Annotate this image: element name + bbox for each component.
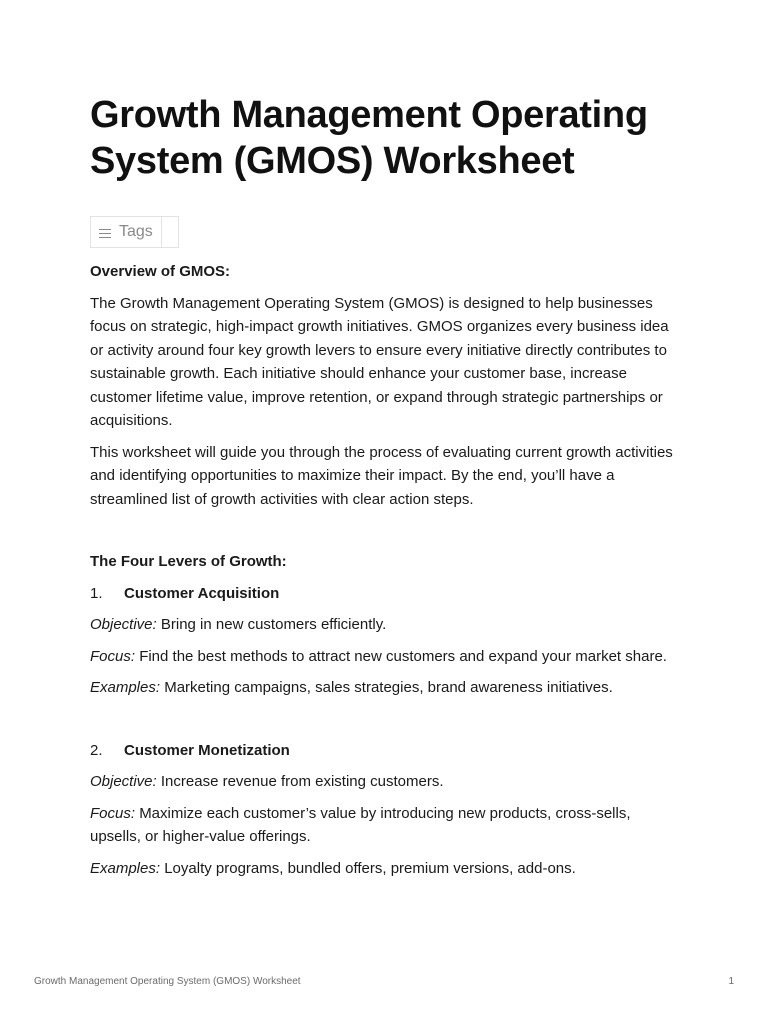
examples-label: Examples: xyxy=(90,679,161,696)
tags-property-row xyxy=(90,216,680,248)
footer-page-number: 1 xyxy=(728,976,734,987)
lever-name: Customer Acquisition xyxy=(124,584,280,602)
lever-1-objective xyxy=(90,613,680,637)
tags-label: Tags xyxy=(119,223,153,240)
focus-label: Focus: xyxy=(90,647,136,665)
lever-heading-2 xyxy=(90,739,680,763)
focus-text: Maximize each customer’s value by introducing new products, cross-sells, upsells, or higher-value offerings. xyxy=(90,804,631,845)
lever-2-examples xyxy=(90,857,680,881)
focus-text: Find the best methods to attract new customers and expand your market share. xyxy=(139,647,667,665)
levers-heading: The Four Levers of Growth: xyxy=(90,553,287,570)
document-page xyxy=(90,92,680,888)
overview-paragraph-1: The Growth Management Operating System (GMOS) is designed to help businesses focus on strategic, high-impact growth initiatives. GMOS organizes every business idea or activity around four key growth levers to ensure every initiative directly contributes to sustainable growth. Each initiative should enhance your customer base, increase customer lifetime value, improve retention, or expand through strategic partnerships or acquisitions. xyxy=(90,294,669,429)
lever-name: Customer Monetization xyxy=(124,741,290,759)
lever-number: 2. xyxy=(90,741,103,759)
page-title: Growth Management Operating System (GMOS) Worksheet xyxy=(90,94,648,182)
lever-2-objective xyxy=(90,770,680,794)
examples-text: Loyalty programs, bundled offers, premium versions, add-ons. xyxy=(164,859,576,877)
lever-1-examples xyxy=(90,676,680,700)
lever-2-focus xyxy=(90,802,680,849)
tags-value-cell[interactable] xyxy=(162,217,178,247)
examples-label: Examples: xyxy=(90,859,161,877)
overview-heading: Overview of GMOS: xyxy=(90,263,231,280)
objective-text: Bring in new customers efficiently. xyxy=(160,616,387,633)
focus-label: Focus: xyxy=(90,804,136,822)
objective-label: Objective: xyxy=(90,773,157,790)
lever-1-focus xyxy=(90,645,680,669)
tags-property[interactable] xyxy=(90,216,179,248)
list-icon xyxy=(99,229,111,239)
objective-text: Increase revenue from existing customers. xyxy=(160,773,444,790)
document-body xyxy=(90,260,680,880)
tags-cell[interactable] xyxy=(91,217,162,247)
examples-text: Marketing campaigns, sales strategies, brand awareness initiatives. xyxy=(164,679,613,696)
lever-heading-1 xyxy=(90,582,680,606)
lever-number: 1. xyxy=(90,584,103,602)
objective-label: Objective: xyxy=(90,616,157,633)
overview-paragraph-2: This worksheet will guide you through the process of evaluating current growth activities and identifying opportunities to maximize their impact. By the end, you’ll have a streamlined list of growth activities with clear action steps. xyxy=(90,443,673,508)
footer-title: Growth Management Operating System (GMOS) Worksheet xyxy=(34,976,301,987)
